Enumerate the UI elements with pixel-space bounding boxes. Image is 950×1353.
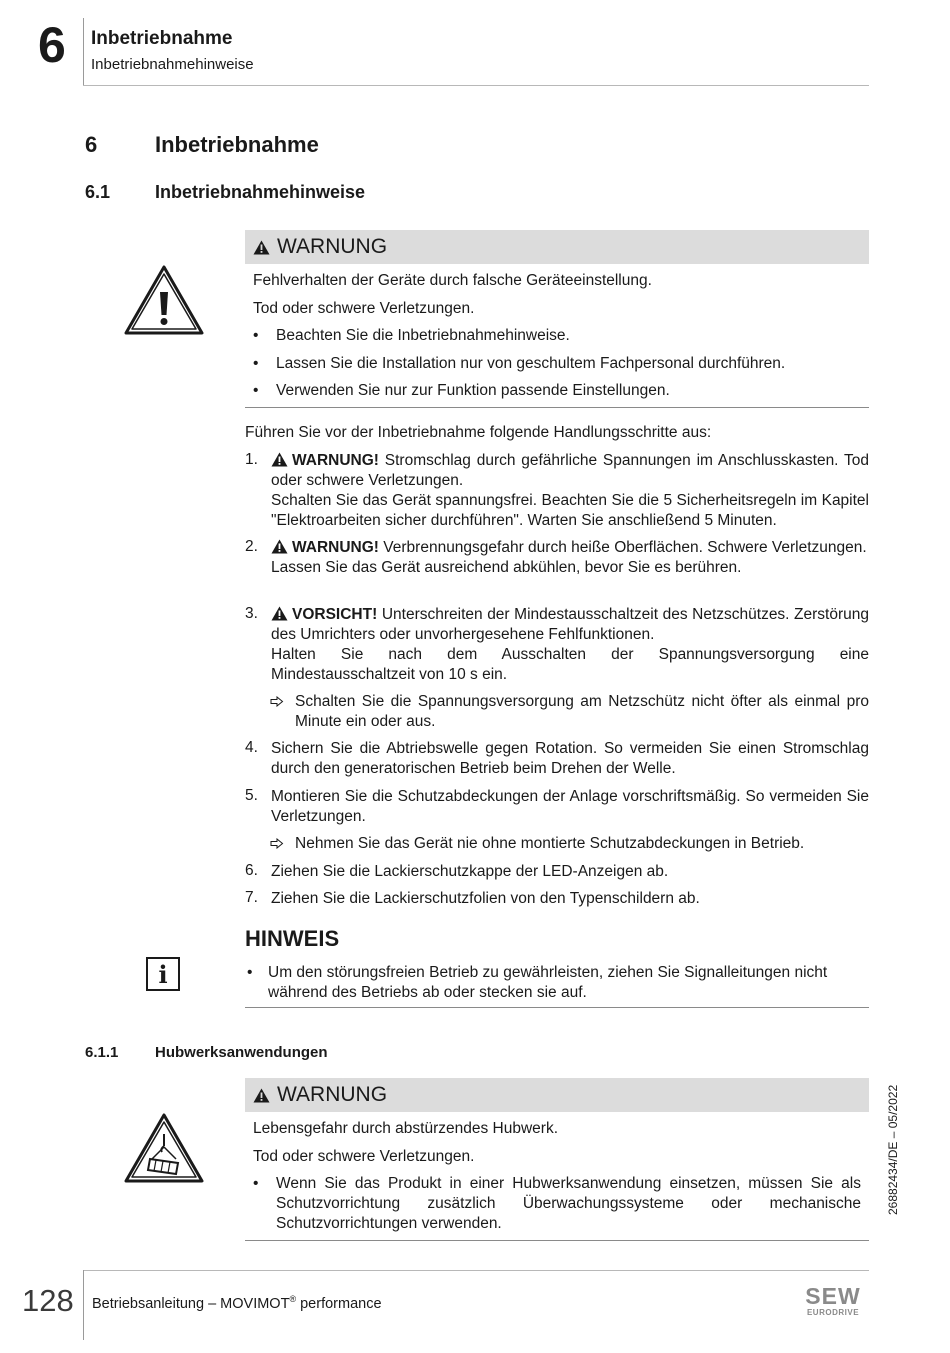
warning-cause: Lebensgefahr durch abstürzendes Hubwerk.	[253, 1120, 559, 1137]
heading-3-number: 6.1.1	[85, 1044, 119, 1061]
warning-consequence: Tod oder schwere Verletzungen.	[253, 300, 475, 317]
sew-eurodrive-logo	[797, 1284, 869, 1318]
footer-rule	[83, 1270, 869, 1271]
step-6-text: Ziehen Sie die Lackierschutzkappe der LED-Anzeigen ab.	[271, 863, 669, 880]
svg-text:SEW: SEW	[805, 1284, 861, 1309]
note-title: HINWEIS	[245, 926, 340, 951]
step-result: Nehmen Sie das Gerät nie ohne montierte Schutzabdeckungen in Betrieb.	[295, 835, 805, 852]
step-instruction: Schalten Sie das Gerät spannungsfrei. Beachten Sie die 5 Sicherheitsregeln im Kapitel "Elektroarbeiten sicher durchführen". Warten Sie anschließend 5 Minuten.	[271, 492, 869, 529]
result-arrow-icon	[270, 696, 284, 707]
note-end-rule	[245, 1007, 869, 1008]
step-instruction: Halten Sie nach dem Ausschalten der Spannungsversorgung eine Mindestausschaltzeit von 10 s ein.	[271, 646, 869, 683]
step-hazard-text: Verbrennungsgefahr durch heiße Oberflächen. Schwere Verletzungen.	[383, 539, 867, 556]
note-text: Um den störungsfreien Betrieb zu gewährleisten, ziehen Sie Signalleitungen nicht während des Betriebs ab oder stecken sie auf.	[268, 964, 828, 1001]
footer-divider	[83, 1270, 84, 1340]
heading-2-title: Inbetriebnahmehinweise	[155, 182, 366, 202]
signal-word: WARNUNG!	[292, 452, 379, 469]
step-hazard-text: Unterschreiten der Mindestausschaltzeit des Netzschützes. Zerstörung des Umrichters oder unvorhergesehene Fehlfunktionen.	[271, 606, 870, 643]
step-hazard-text: Stromschlag durch gefährliche Spannungen im Anschlusskasten. Tod oder schwere Verletzungen.	[271, 452, 869, 489]
header-rule	[83, 85, 869, 86]
suspended-load-sign-icon	[123, 1112, 205, 1184]
step-1	[271, 451, 869, 531]
footer-document-title: Betriebsanleitung – MOVIMOT® performance	[92, 1294, 382, 1312]
heading-1-title: Inbetriebnahme	[155, 132, 319, 157]
step-number: 3.	[245, 605, 258, 622]
step-number: 5.	[245, 787, 258, 804]
step-instruction: Lassen Sie das Gerät ausreichend abkühlen, bevor Sie es berühren.	[271, 559, 742, 576]
warning-end-rule	[245, 1240, 869, 1241]
warning-bar	[245, 230, 869, 264]
warning-label: WARNUNG	[277, 235, 388, 258]
bullet-marker: •	[247, 964, 253, 981]
step-number: 6.	[245, 862, 258, 879]
warning-triangle-icon	[271, 539, 288, 554]
step-2	[271, 538, 869, 578]
warning-bar	[245, 1078, 869, 1112]
chapter-number: 6	[38, 17, 66, 73]
step-3	[271, 605, 869, 685]
document-number: 26882434/DE – 05/2022	[886, 1084, 900, 1215]
warning-label: WARNUNG	[277, 1083, 388, 1106]
warning-consequence: Tod oder schwere Verletzungen.	[253, 1148, 475, 1165]
bullet-marker: •	[253, 1175, 259, 1192]
warning-triangle-icon	[253, 1088, 270, 1103]
warning-measure: Wenn Sie das Produkt in einer Hubwerksanwendung einsetzen, müssen Sie als Schutzvorrichtung zusätzlich Überwachungssysteme oder mechanische Schutzvorrichtungen verwenden.	[276, 1175, 861, 1232]
step-number: 7.	[245, 889, 258, 906]
warning-measure: Verwenden Sie nur zur Funktion passende Einstellungen.	[276, 382, 670, 399]
warning-measure: Beachten Sie die Inbetriebnahmehinweise.	[276, 327, 570, 344]
heading-1-number: 6	[85, 132, 98, 157]
info-icon: i	[146, 957, 180, 991]
warning-end-rule	[245, 407, 869, 408]
general-hazard-sign-icon	[123, 264, 205, 336]
heading-3-title: Hubwerksanwendungen	[155, 1044, 328, 1061]
warning-triangle-icon	[271, 452, 288, 467]
heading-2-number: 6.1	[85, 182, 111, 202]
page-number: 128	[22, 1283, 74, 1318]
result-arrow-icon	[270, 838, 284, 849]
bullet-marker: •	[253, 355, 259, 372]
warning-cause: Fehlverhalten der Geräte durch falsche Geräteeinstellung.	[253, 272, 652, 289]
bullet-marker: •	[253, 327, 259, 344]
step-result: Schalten Sie die Spannungsversorgung am Netzschütz nicht öfter als einmal pro Minute ein oder aus.	[295, 693, 869, 730]
warning-triangle-icon	[253, 240, 270, 255]
header-chapter-title: Inbetriebnahme	[91, 28, 233, 49]
intro-text: Führen Sie vor der Inbetriebnahme folgende Handlungsschritte aus:	[245, 424, 712, 441]
step-7-text: Ziehen Sie die Lackierschutzfolien von den Typenschildern ab.	[271, 890, 700, 907]
warning-triangle-icon	[271, 606, 288, 621]
header-divider	[83, 18, 84, 86]
header-section-title: Inbetriebnahmehinweise	[91, 56, 254, 73]
svg-text:EURODRIVE: EURODRIVE	[806, 1308, 860, 1317]
warning-measure: Lassen Sie die Installation nur von geschultem Fachpersonal durchführen.	[276, 355, 786, 372]
step-number: 4.	[245, 739, 258, 756]
step-5-text: Montieren Sie die Schutzabdeckungen der Anlage vorschriftsmäßig. So vermeiden Sie Verletzungen.	[271, 788, 869, 825]
step-4-text: Sichern Sie die Abtriebswelle gegen Rotation. So vermeiden Sie einen Stromschlag durch den generatorischen Betrieb beim Drehen der Welle.	[271, 740, 869, 777]
step-number: 2.	[245, 538, 258, 555]
signal-word: WARNUNG!	[292, 539, 379, 556]
signal-word: VORSICHT!	[292, 606, 378, 623]
step-number: 1.	[245, 451, 258, 468]
bullet-marker: •	[253, 382, 259, 399]
